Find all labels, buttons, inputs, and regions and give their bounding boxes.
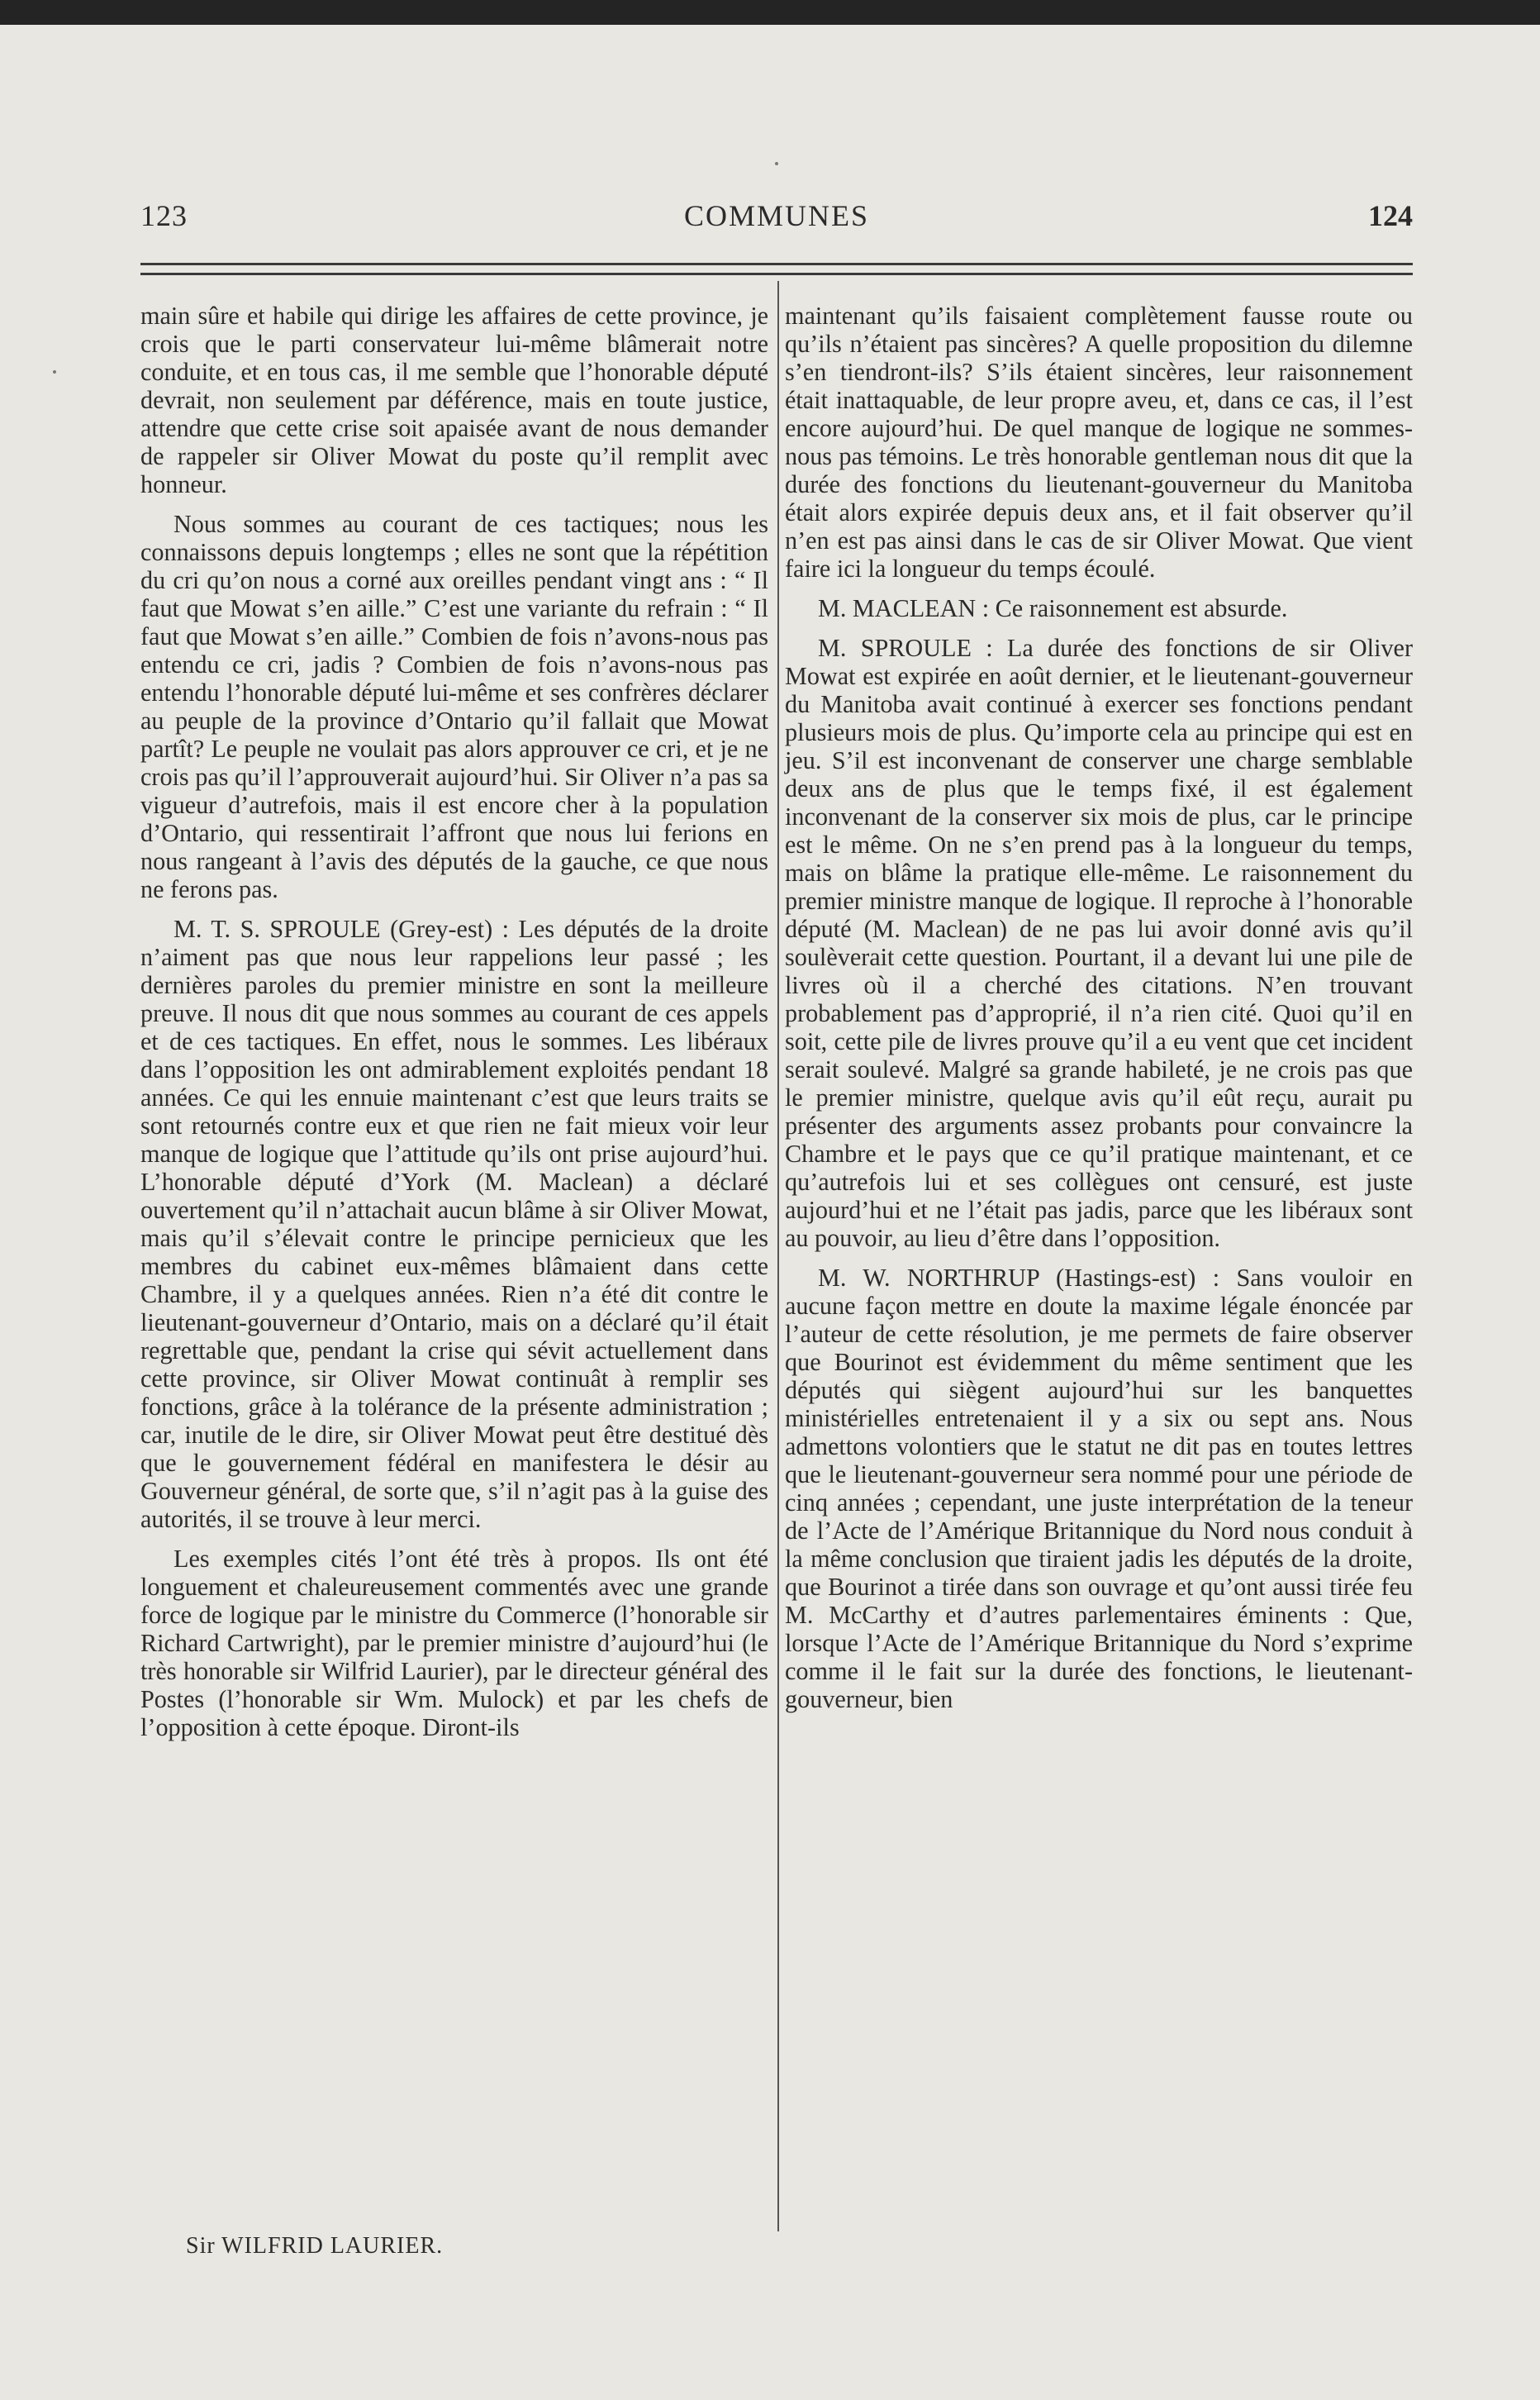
header-rule-bottom [140,273,1413,275]
paragraph: M. T. S. SPROULE (Grey-est) : Les députés de la droite n’aiment pas que nous leur rappelions leur passé ; les dernières paroles du premier ministre en sont la meilleure preuve. Il nous dit que nous sommes au courant de ces appels et de ces tactiques. En effet, nous le sommes. Les libéraux dans l’opposition les ont admirablement exploités pendant 18 années. Ce qui les ennuie maintenant c’est que leurs traits se sont retournés contre eux et que rien ne fait mieux voir leur manque de logique que l’attitude qu’ils ont prise aujourd’hui. L’honorable député d’York (M. Maclean) a déclaré ouvertement qu’il n’attachait aucun blâme à sir Oliver Mowat, mais qu’il s’élevait contre le principe pernicieux que les membres du cabinet eux-mêmes blâmaient dans cette Chambre, il y a quelques années. Rien n’a été dit contre le lieutenant-gouverneur d’Ontario, mais on a déclaré qu’il était regrettable que, pendant la crise qui sévit actuellement dans cette province, sir Oliver Mowat continuât à remplir ses fonctions, grâce à la tolérance de la présente administration ; car, inutile de le dire, sir Oliver Mowat peut être destitué dès que le gouvernement fédéral en manifestera le désir au Gouverneur général, de sorte que, s’il n’agit pas à la guise des autorités, il se trouve à leur merci. [140,915,768,1533]
running-title: COMMUNES [683,199,870,232]
paragraph: M. W. NORTHRUP (Hastings-est) : Sans vouloir en aucune façon mettre en doute la maxime légale énoncée par l’auteur de cette résolution, je me permets de faire observer que Bourinot est évidemment du même sentiment que les députés qui siègent aujourd’hui sur les banquettes ministérielles entretenaient il y a six ou sept ans. Nous admettons volontiers que le statut ne dit pas en toutes lettres que le lieutenant-gouverneur sera nommé pour une période de cinq années ; cependant, une juste interprétation de la teneur de l’Acte de l’Amérique Britannique du Nord nous conduit à la même conclusion que tiraient jadis les députés de la droite, que Bourinot a tirée dans son ouvrage et qu’ont aussi tirée feu M. McCarthy et d’autres parlementaires éminents : Que, lorsque l’Acte de l’Amérique Britannique du Nord s’exprime comme il le fait sur la durée des fonctions, le lieutenant-gouverneur, bien [785,1264,1413,1713]
page-footer: Sir WILFRID LAURIER. [186,2233,444,2259]
paragraph: Les exemples cités l’ont été très à propos. Ils ont été longuement et chaleureusement commentés avec une grande force de logique par le ministre du Commerce (l’honorable sir Richard Cartwright), par le premier ministre d’aujourd’hui (le très honorable sir Wilfrid Laurier), par le directeur général des Postes (l’honorable sir Wm. Mulock) et par les chefs de l’opposition à cette époque. Diront-ils [140,1545,768,1741]
paragraph: Nous sommes au courant de ces tactiques; nous les connaissons depuis longtemps ; elles ne sont que la répétition du cri qu’on nous a corné aux oreilles pendant vingt ans : “ Il faut que Mowat s’en aille.” C’est une variante du refrain : “ Il faut que Mowat s’en aille.” Combien de fois n’avons-nous pas entendu ce cri, jadis ? Combien de fois n’avons-nous pas entendu l’honorable député lui-même et ses confrères déclarer au peuple de la province d’Ontario qu’il fallait que Mowat partît? Le peuple ne voulait pas alors approuver ce cri, et je ne crois pas qu’il l’approuverait aujourd’hui. Sir Oliver n’a pas sa vigueur d’autrefois, mais il est encore cher à la population d’Ontario, qui ressentirait l’affront que nous lui ferions en nous rangeant à l’avis des députés de la gauche, ce que nous ne ferons pas. [140,510,768,903]
scan-speck [775,162,778,165]
paragraph: M. MACLEAN : Ce raisonnement est absurde. [818,594,1288,622]
column-divider [777,281,779,2231]
paragraph: M. SPROULE : La durée des fonctions de sir Oliver Mowat est expirée en août dernier, et le lieutenant-gouverneur du Manitoba avait continué à exercer ses fonctions pendant plusieurs mois de plus. Qu’importe cela au principe qui est en jeu. S’il est inconvenant de conserver une charge semblable deux ans de plus que le temps fixé, il est également inconvenant de la conserver six mois de plus, car le principe est le même. On ne s’en prend pas à la longueur du temps, mais on blâme la pratique elle-même. Le raisonnement du premier ministre manque de logique. Il reproche à l’honorable député (M. Maclean) de ne pas lui avoir donné avis qu’il soulèverait cette question. Pourtant, il a devant lui une pile de livres où il a cherché des citations. N’en trouvant probablement pas d’approprié, il n’a rien cité. Quoi qu’il en soit, cette pile de livres prouve qu’il a eu vent que cet incident serait soulevé. Malgré sa grande habileté, je ne crois pas que le premier ministre, quelque avis qu’il eût reçu, aurait pu présenter des arguments assez probants pour convaincre la Chambre et le pays que ce qu’il pratique maintenant, et ce qu’autrefois lui et ses collègues ont censuré, est juste aujourd’hui et ne l’était pas jadis, parce que les libéraux sont au pouvoir, au lieu d’être dans l’opposition. [785,634,1413,1252]
right-column [785,302,1413,1725]
header-rule-top [140,263,1413,265]
paragraph: main sûre et habile qui dirige les affaires de cette province, je crois que le parti conservateur lui-même blâmerait notre conduite, et en tous cas, il me semble que l’honorable député devrait, non seulement par déférence, mais en toute justice, attendre que cette crise soit apaisée avant de nous demander de rappeler sir Oliver Mowat du poste qu’il remplit avec honneur. [140,302,768,498]
scan-top-border [0,0,1540,25]
page-number-left: 123 [140,199,188,232]
page-header [140,198,1413,248]
scan-speck [53,370,56,374]
left-column [140,302,768,1753]
page-number-right: 124 [1368,199,1413,232]
paragraph: maintenant qu’ils faisaient complètement fausse route ou qu’ils n’étaient pas sincères? A quelle proposition du dilemne s’en tiendront-ils? S’ils étaient sincères, leur raisonnement était inattaquable, de leur propre aveu, et, dans ce cas, il l’est encore aujourd’hui. De quel manque de logique ne sommes-nous pas témoins. Le très honorable gentleman nous dit que la durée des fonctions du lieutenant-gouverneur du Manitoba était alors expirée depuis deux ans, et il fait observer qu’il n’en est pas ainsi dans le cas de sir Oliver Mowat. Que vient faire ici la longueur du temps écoulé. [785,302,1413,583]
